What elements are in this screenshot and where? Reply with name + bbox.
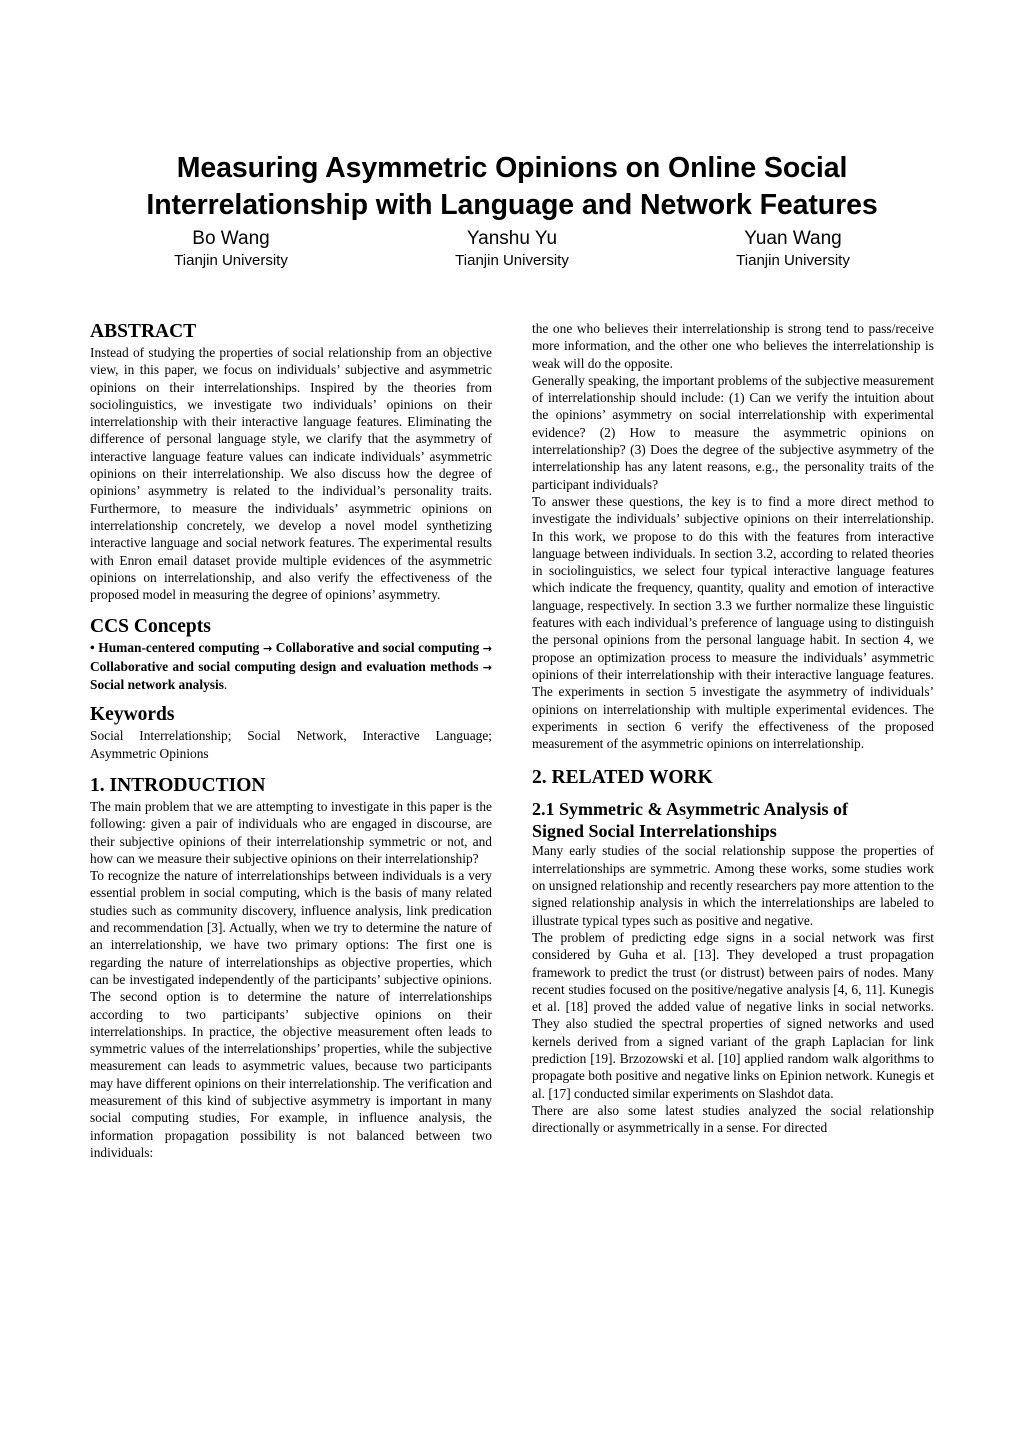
arrow-right-icon: → (482, 660, 492, 674)
ccs-concept-2: Collaborative and social computing (275, 640, 480, 656)
introduction-heading: 1. INTRODUCTION (90, 774, 266, 796)
subsection-heading-line-2: Signed Social Interrelationships (532, 821, 777, 842)
abstract-text: Instead of studying the properties of social relationship from an objective view, in this paper, we focus on individuals’ subjective and asymmetric opinions on their interrelationships. Inspired by the theories from sociolinguistics, we investigate two individuals’ opinions on their interrelationship with their interactive language features. Eliminating the difference of personal language style, we clarify that the asymmetry of interactive language feature values can indicate individuals’ asymmetric opinions on their interrelationship. We also discuss how the degree of opinions’ asymmetry is related to the individual’s personality traits. Furthermore, to measure the individuals’ asymmetric opinions on interrelationship concretely, we develop a novel model synthetizing interactive language and social network features. The experimental results with Enron email dataset provide multiple evidences of the asymmetric opinions on interrelationship, and also verify the effectiveness of the proposed model in measuring the degree of opinions’ asymmetry. (90, 345, 492, 603)
title-line-1: Measuring Asymmetric Opinions on Online Social (176, 152, 848, 184)
author-name: Yuan Wang (744, 228, 842, 249)
arrow-right-icon: → (482, 642, 492, 656)
related-paragraph-1: Many early studies of the social relationship suppose the properties of interrelationships are symmetric. Among these works, some studies work on unsigned relationship and recently researchers pay more attention to the signed relationship analysis in which the interrelationships are labeled to illustrate typical types such as positive and negative. (532, 843, 934, 928)
author-block-2 (382, 227, 642, 271)
abstract-heading: ABSTRACT (90, 321, 197, 342)
right-column (532, 320, 934, 1136)
ccs-bullet: • (90, 640, 95, 656)
ccs-period: . (223, 677, 228, 693)
author-name: Yanshu Yu (466, 228, 558, 249)
left-column (90, 320, 492, 1161)
arrow-right-icon: → (262, 642, 273, 656)
ccs-concept-4: Social network analysis (90, 677, 224, 693)
intro-paragraph-3: the one who believes their interrelationship is strong tend to pass/receive more information, and the other one who believes the interrelationship is weak will do the opposite. (532, 321, 934, 371)
related-work-heading: 2. RELATED WORK (532, 767, 713, 789)
intro-paragraph-5: To answer these questions, the key is to find a more direct method to investigate the individuals’ subjective opinions on their interrelationship. In this work, we propose to do this with the features from interactive language between individuals. In section 3.2, according to related theories in sociolinguistics, we select four typical interactive language features which indicate the frequency, quantity, quality and emotion of interactive language, respectively. In section 3.3 we further normalize these linguistic features with each individual’s preference of language using to distinguish the personal opinions from the personal language habit. In section 4, we propose an optimization process to measure the individuals’ asymmetric opinions of their interrelationship with their interactive language features. The experiments in section 5 investigate the asymmetry of individuals’ opinions on interrelationship with multiple experimental evidences. The experiments in section 6 verify the effectiveness of the proposed measurement of the asymmetric opinions on interrelationship. (532, 493, 934, 752)
intro-paragraph-2: To recognize the nature of interrelationships between individuals is a very essential problem in social computing, which is the basis of many related studies such as community discovery, influence analysis, link predication and recommendation [3]. Actually, when we try to determine the nature of an interrelationship, we have two primary options: The first one is regarding the nature of interrelationships as objective properties, which can be investigated independently of the participants’ subjective opinions. The second option is to determine the nature of interrelationships according to two participants’ subjective opinions on their interrelationships. In practice, the objective measurement often leads to symmetric values of the interrelationships’ properties, while the subjective measurement can leads to asymmetric values, because two participants may have different opinions on their interrelationship. The verification and measurement of this kind of subjective asymmetry is important in many social computing studies, For example, in influence analysis, the information propagation possibility is not balanced between two individuals: (90, 868, 492, 1160)
ccs-heading: CCS Concepts (90, 616, 211, 638)
ccs-concept-1: Human-centered computing (98, 640, 260, 656)
title-line-2: Interrelationship with Language and Network Features (146, 189, 878, 221)
keywords-text: Social Interrelationship; Social Network, Interactive Language; Asymmetric Opinions (90, 728, 492, 761)
author-affiliation: Tianjin University (174, 252, 288, 269)
author-affiliation: Tianjin University (455, 252, 569, 269)
author-affiliation: Tianjin University (736, 252, 850, 269)
intro-paragraph-4: Generally speaking, the important problems of the subjective measurement of interrelationship should include: (1) Can we verify the intuition about the opinions’ asymmetry on social interrelationship with experimental evidence? (2) How to measure the asymmetric opinions on interrelationship? (3) Does the degree of the subjective asymmetry of the interrelationship has any latent reasons, e.g., the personality traits of the participant individuals? (532, 372, 934, 492)
related-paragraph-2: The problem of predicting edge signs in a social network was first considered by Guha et al. [13]. They developed a trust propagation framework to predict the trust (or distrust) between pairs of nodes. Many recent studies focused on the positive/negative analysis [4, 6, 11]. Kunegis et al. [18] proved the added value of negative links in social networks. They also studied the spectral properties of signed networks and used kernels derived from a signed variant of the graph Laplacian for link prediction [19]. Brzozowski et al. [10] applied random walk algorithms to propagate both positive and negative links on Epinion network. Kunegis et al. [17] conducted similar experiments on Slashdot data. (532, 929, 934, 1101)
keywords-heading: Keywords (90, 704, 175, 726)
author-name: Bo Wang (192, 228, 270, 249)
paper-title (60, 150, 964, 224)
author-block-3 (663, 227, 923, 271)
ccs-concept-3: Collaborative and social computing design and evaluation methods (90, 658, 479, 674)
ccs-concepts (90, 639, 492, 693)
intro-paragraph-1: The main problem that we are attempting to investigate in this paper is the following: given a pair of individuals who are engaged in discourse, are their subjective opinions of their interrelationship symmetric or not, and how can we measure their subjective opinions on their interrelationship? (90, 798, 492, 866)
subsection-heading-line-1: 2.1 Symmetric & Asymmetric Analysis of (532, 799, 848, 820)
subsection-heading (532, 798, 934, 842)
related-paragraph-3: There are also some latest studies analyzed the social relationship directionally or asymmetrically in a sense. For directed (532, 1102, 934, 1136)
author-block-1 (101, 227, 361, 271)
